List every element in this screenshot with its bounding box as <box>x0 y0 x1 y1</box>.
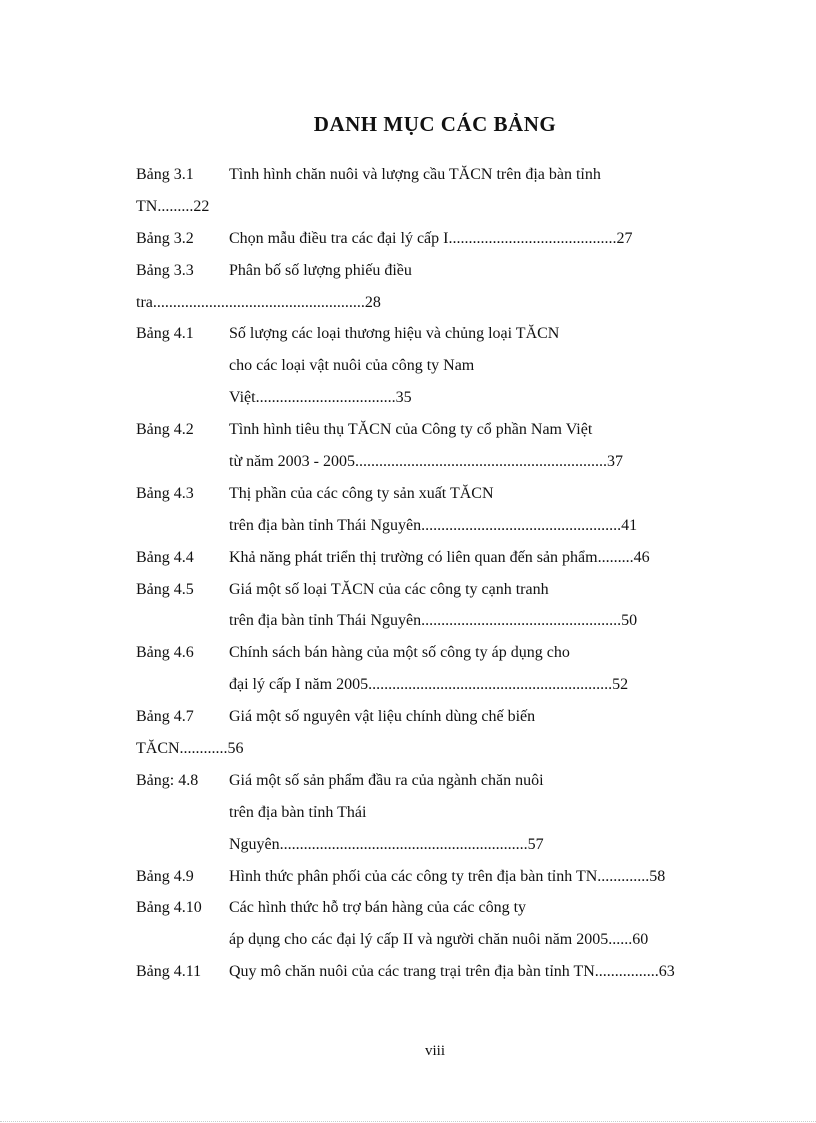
table-number: Bảng: 4.8 <box>136 771 199 789</box>
table-number: Bảng 3.3 <box>136 261 194 279</box>
table-caption-continued: Việt...................................35 <box>229 389 412 407</box>
table-number: Bảng 4.11 <box>136 963 202 981</box>
list-item <box>136 574 736 606</box>
table-caption-continued: tra.....................................................28 <box>136 293 381 311</box>
list-item <box>136 414 736 446</box>
page-title: DANH MỤC CÁC BẢNG <box>313 112 557 136</box>
table-number: Bảng 4.5 <box>136 580 194 598</box>
page-number: viii <box>424 1043 445 1059</box>
list-item <box>136 765 736 797</box>
table-caption: Hình thức phân phối của các công ty trên địa bàn tỉnh TN.............58 <box>229 867 666 885</box>
table-caption: Số lượng các loại thương hiệu và chủng loại TĂCN <box>229 325 560 343</box>
table-caption: Tình hình tiêu thụ TĂCN của Công ty cổ phần Nam Việt <box>229 421 593 439</box>
table-list <box>136 159 736 988</box>
table-number: Bảng 4.6 <box>136 644 194 662</box>
list-item <box>136 478 736 510</box>
table-caption-continued: đại lý cấp I năm 2005.............................................................52 <box>229 676 629 694</box>
table-caption-continued: Nguyên..............................................................57 <box>229 835 544 853</box>
table-caption-continued: trên địa bàn tỉnh Thái Nguyên..................................................41 <box>229 516 638 534</box>
table-caption: Chính sách bán hàng của một số công ty áp dụng cho <box>229 644 570 662</box>
list-item <box>136 542 736 574</box>
list-item <box>136 637 736 669</box>
table-number: Bảng 3.2 <box>136 229 194 247</box>
list-item <box>136 223 736 255</box>
table-caption-continued: trên địa bàn tỉnh Thái Nguyên..................................................50 <box>229 612 638 630</box>
table-number: Bảng 4.9 <box>136 867 194 885</box>
table-caption: Chọn mẫu điều tra các đại lý cấp I..........................................27 <box>229 229 633 247</box>
table-caption-continued: TĂCN............56 <box>136 740 244 758</box>
table-number: Bảng 4.3 <box>136 484 194 502</box>
list-item <box>136 255 736 287</box>
table-caption: Giá một số sản phẩm đầu ra của ngành chăn nuôi <box>229 771 544 789</box>
list-item <box>136 701 736 733</box>
table-number: Bảng 4.2 <box>136 421 194 439</box>
table-caption-continued: từ năm 2003 - 2005...............................................................37 <box>229 453 623 471</box>
table-caption-continued: trên địa bàn tỉnh Thái <box>229 803 367 821</box>
table-caption-continued: cho các loại vật nuôi của công ty Nam <box>229 357 475 375</box>
list-item <box>136 892 736 924</box>
table-caption: Giá một số nguyên vật liệu chính dùng chế biến <box>229 708 536 726</box>
table-number: Bảng 4.1 <box>136 325 194 343</box>
list-item <box>136 861 736 893</box>
table-caption-continued: áp dụng cho các đại lý cấp II và người chăn nuôi năm 2005......60 <box>229 931 649 949</box>
table-caption: Phân bố số lượng phiếu điều <box>229 261 412 279</box>
table-caption-continued: TN.........22 <box>136 197 210 215</box>
table-number: Bảng 3.1 <box>136 166 194 183</box>
table-caption: Thị phần của các công ty sản xuất TĂCN <box>229 484 494 502</box>
table-number: Bảng 4.7 <box>136 708 194 726</box>
table-caption: Tình hình chăn nuôi và lượng cầu TĂCN trên địa bàn tỉnh <box>229 166 601 183</box>
table-caption: Giá một số loại TĂCN của các công ty cạnh tranh <box>229 580 549 598</box>
table-caption: Các hình thức hỗ trợ bán hàng của các công ty <box>229 899 527 917</box>
table-caption: Quy mô chăn nuôi của các trang trại trên địa bàn tỉnh TN................63 <box>229 963 675 981</box>
list-item <box>136 318 736 350</box>
table-number: Bảng 4.10 <box>136 899 202 917</box>
page-bottom-rule <box>0 1121 816 1122</box>
list-item <box>136 956 736 988</box>
table-caption: Khả năng phát triển thị trường có liên quan đến sản phẩm.........46 <box>229 548 650 566</box>
list-item <box>136 159 736 191</box>
table-number: Bảng 4.4 <box>136 548 194 566</box>
